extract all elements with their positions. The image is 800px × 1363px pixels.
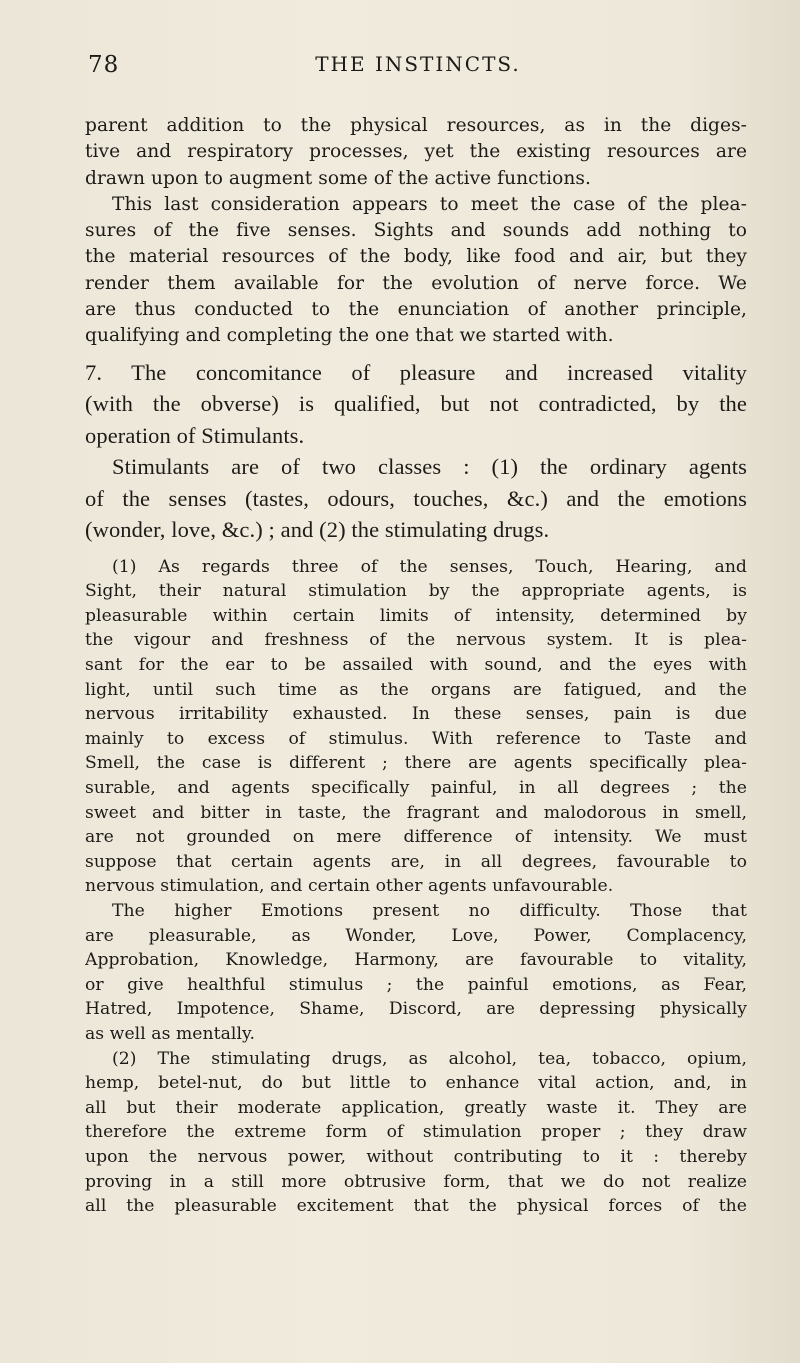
text-line: are pleasurable, as Wonder, Love, Power, Complacency, xyxy=(85,925,747,946)
section-2-drugs xyxy=(85,1047,747,1219)
section-1-senses xyxy=(85,555,747,899)
text-line: light, until such time as the organs are fatigued, and the xyxy=(85,679,747,700)
text-line: sant for the ear to be assailed with sound, and the eyes with xyxy=(85,655,747,676)
text-line: pleasurable within certain limits of intensity, determined by xyxy=(85,605,747,626)
text-line: qualifying and completing the one that we started with. xyxy=(85,325,614,347)
text-line: (1) As regards three of the senses, Touch, Hearing, and xyxy=(112,556,747,577)
text-line: are thus conducted to the enunciation of another principle, xyxy=(85,299,747,321)
text-line: Sight, their natural stimulation by the appropriate agents, is xyxy=(85,581,747,602)
text-line: 7. The concomitance of pleasure and increased vitality xyxy=(85,359,747,385)
principle-7 xyxy=(85,357,747,452)
text-line: or give healthful stimulus ; the painful emotions, as Fear, xyxy=(85,974,747,995)
page-header xyxy=(88,52,748,82)
text-line: therefore the extreme form of stimulation proper ; they draw xyxy=(85,1122,747,1143)
text-line: suppose that certain agents are, in all degrees, favourable to xyxy=(85,851,747,872)
text-line: This last consideration appears to meet the case of the plea- xyxy=(112,193,747,215)
text-line: sweet and bitter in taste, the fragrant and malodorous in smell, xyxy=(85,802,747,823)
text-line: nervous irritability exhausted. In these senses, pain is due xyxy=(85,704,747,725)
text-line: parent addition to the physical resources, as in the diges- xyxy=(85,115,747,136)
text-line: the material resources of the body, like food and air, but they xyxy=(85,246,747,268)
text-line: (with the obverse) is qualified, but not contradicted, by the xyxy=(85,391,747,417)
running-title: THE INSTINCTS. xyxy=(315,52,521,76)
text-line: mainly to excess of stimulus. With reference to Taste and xyxy=(85,728,747,749)
text-line: of the senses (tastes, odours, touches, &c.) and the emotions xyxy=(85,485,747,511)
page-number: 78 xyxy=(88,52,120,78)
text-line: nervous stimulation, and certain other agents unfavourable. xyxy=(85,876,614,897)
text-line: The higher Emotions present no difficulty. Those that xyxy=(112,900,747,921)
text-line: (2) The stimulating drugs, as alcohol, tea, tobacco, opium, xyxy=(112,1048,747,1069)
text-line: proving in a still more obtrusive form, that we do not realize xyxy=(85,1171,747,1192)
text-line: (wonder, love, &c.) ; and (2) the stimulating drugs. xyxy=(85,517,550,543)
text-line: drawn upon to augment some of the active functions. xyxy=(85,167,591,189)
text-line: surable, and agents specifically painful, in all degrees ; the xyxy=(85,778,747,799)
text-line: the vigour and freshness of the nervous system. It is plea- xyxy=(85,630,747,651)
text-line: render them available for the evolution of nerve force. We xyxy=(85,272,747,294)
text-line: Smell, the case is different ; there are agents specifically plea- xyxy=(85,753,747,774)
page-text xyxy=(85,113,747,1219)
text-line: all but their moderate application, greatly waste it. They are xyxy=(85,1097,747,1118)
text-line: upon the nervous power, without contributing to it : thereby xyxy=(85,1146,747,1167)
text-line: operation of Stimulants. xyxy=(85,422,305,448)
text-line: Stimulants are of two classes : (1) the ordinary agents xyxy=(112,454,747,480)
paragraph-pleasures-of-senses xyxy=(85,192,747,350)
text-line: sures of the five senses. Sights and sounds add nothing to xyxy=(85,220,747,242)
text-line: all the pleasurable excitement that the physical forces of the xyxy=(85,1196,747,1217)
paragraph-continuation xyxy=(85,113,747,192)
text-line: Approbation, Knowledge, Harmony, are favourable to vitality, xyxy=(85,950,747,971)
paragraph-stimulant-classes xyxy=(85,451,747,546)
text-line: Hatred, Impotence, Shame, Discord, are depressing physically xyxy=(85,999,747,1020)
text-line: hemp, betel-nut, do but little to enhance vital action, and, in xyxy=(85,1073,747,1094)
text-line: tive and respiratory processes, yet the existing resources are xyxy=(85,141,747,163)
paragraph-higher-emotions xyxy=(85,899,747,1047)
text-line: are not grounded on mere difference of intensity. We must xyxy=(85,827,747,848)
text-line: as well as mentally. xyxy=(85,1023,255,1044)
